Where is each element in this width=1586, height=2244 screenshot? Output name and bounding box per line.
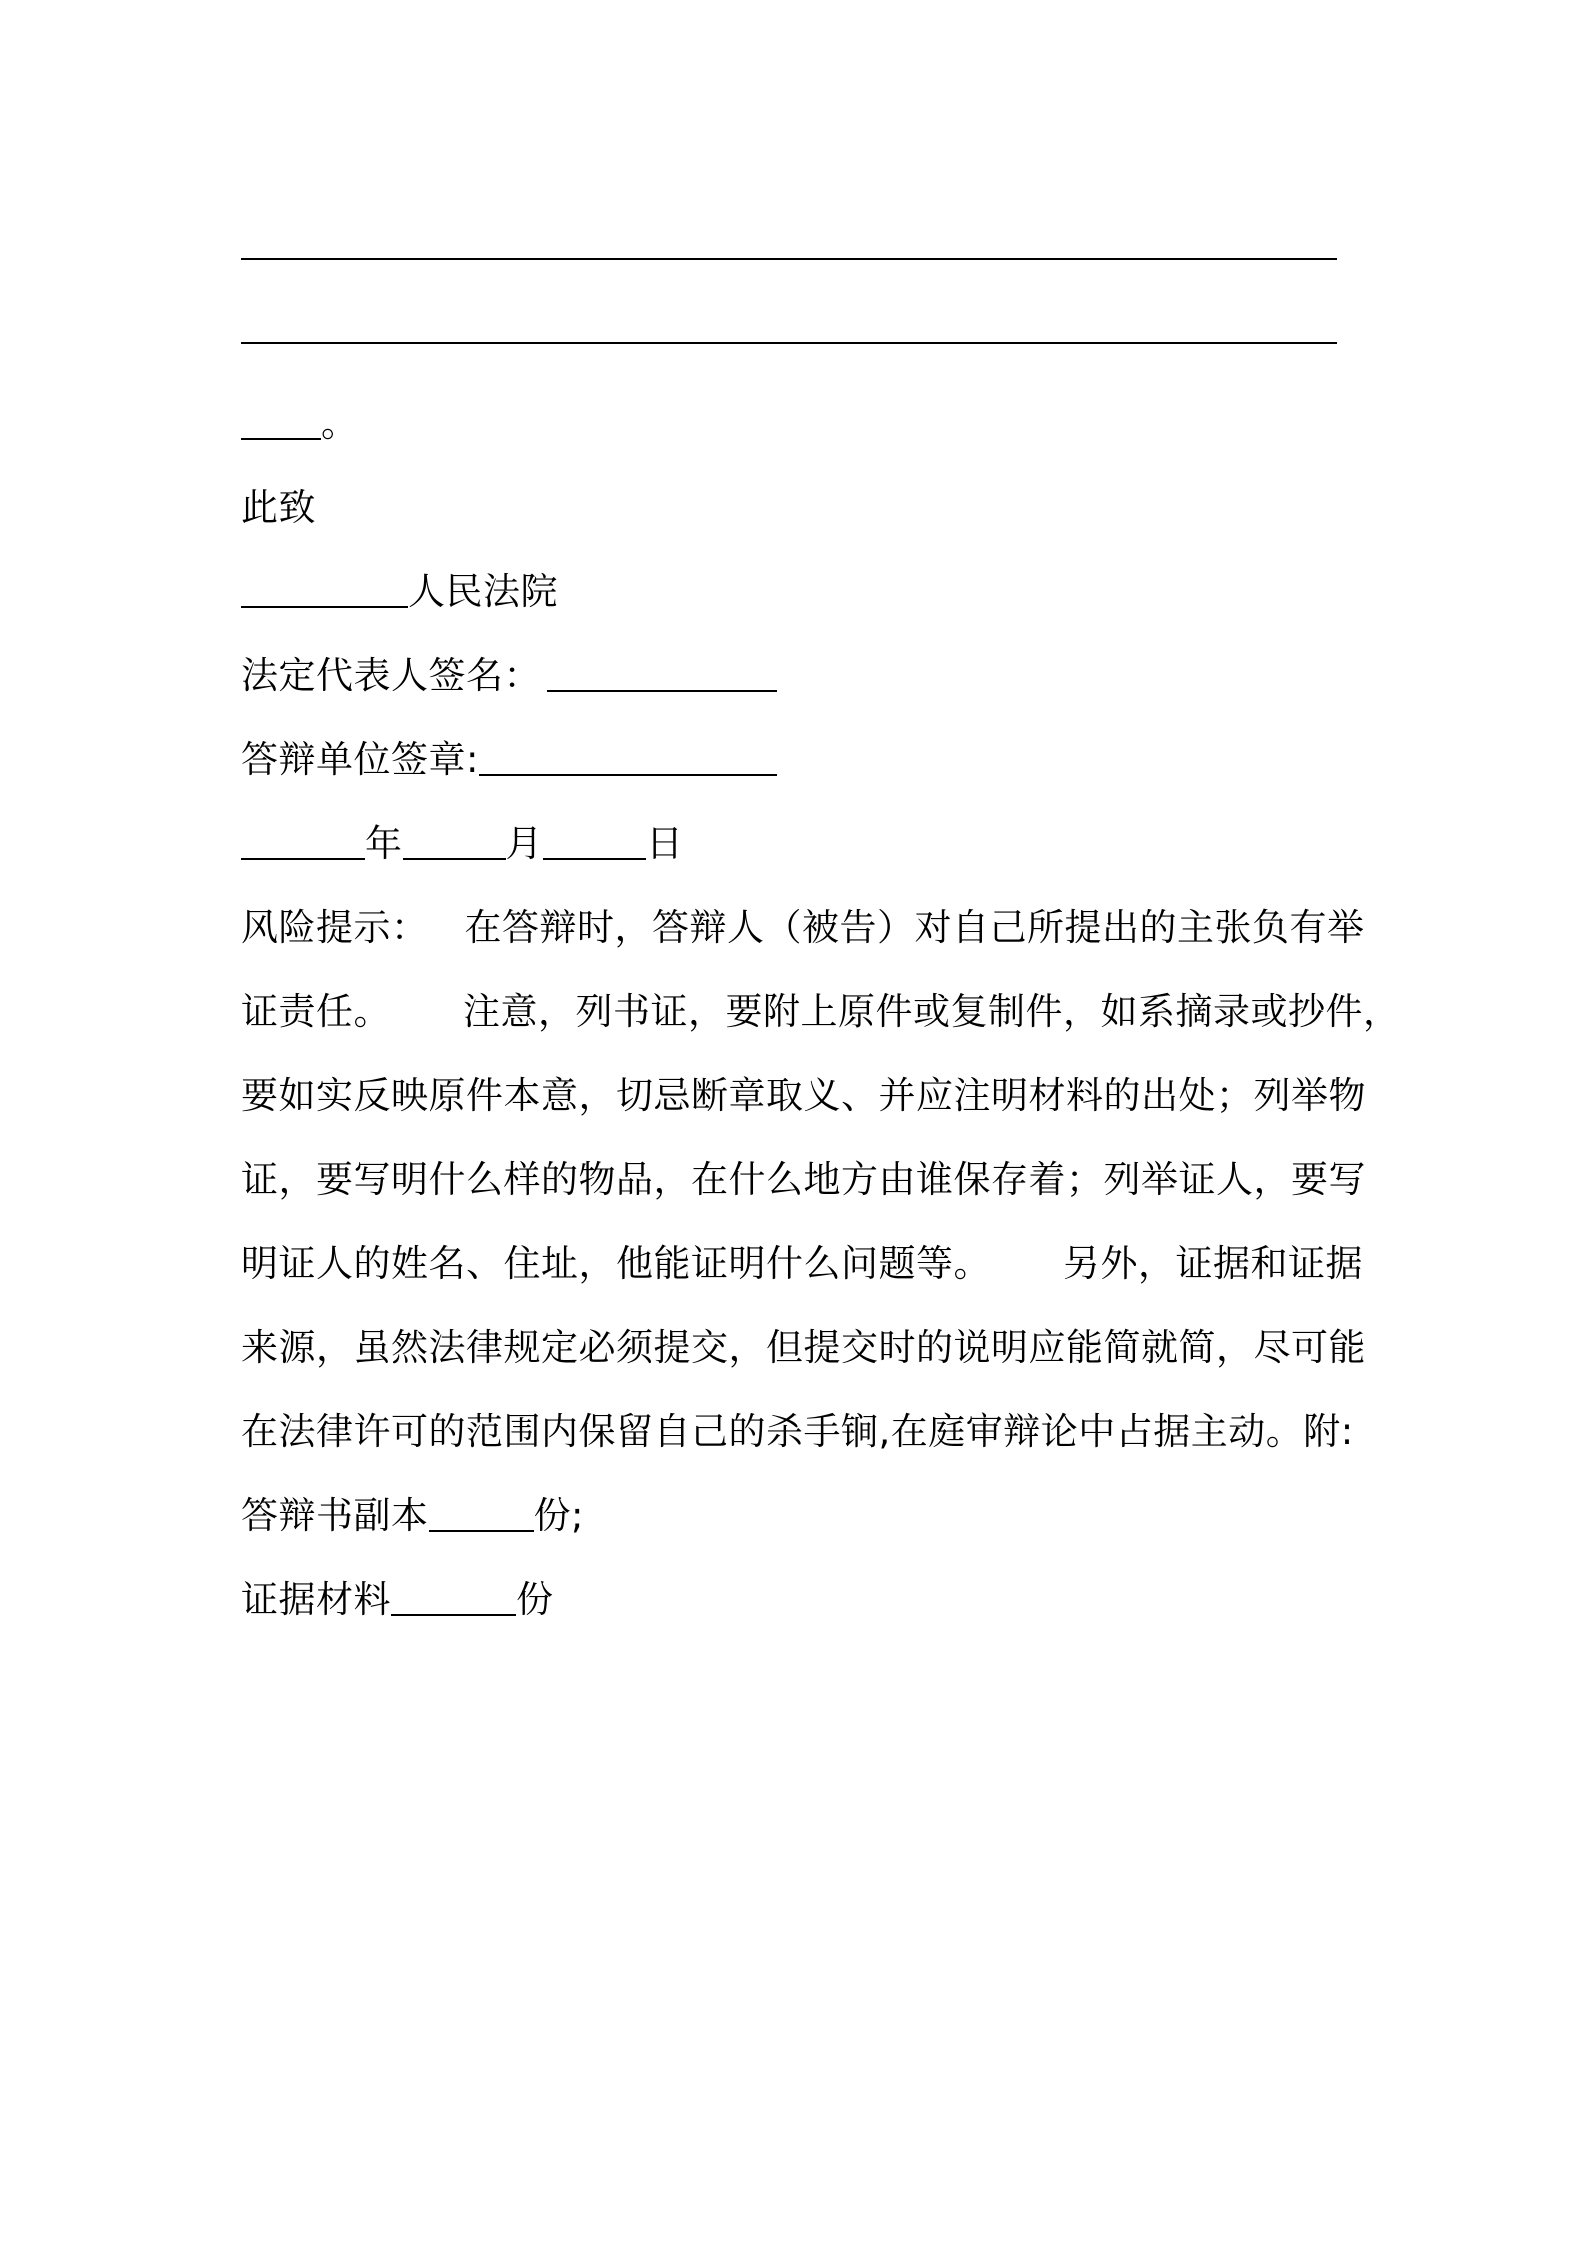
year-label: 年 [365,822,403,865]
risk-notice-line-3: 要如实反映原件本意，切忌断章取义、并应注明材料的出处；列举物 [241,1074,1366,1117]
risk-notice-text: 证责任。 [241,990,391,1033]
risk-notice-line-5 [241,1222,1386,1306]
risk-notice-line-7: 在法律许可的范围内保留自己的杀手锏,在庭审辩论中占据主动。附: [241,1410,1354,1453]
risk-notice-text: 注意，列书证，要附上原件或复制件，如系摘录或抄件， [463,990,1401,1033]
blank-line-2 [241,298,1386,382]
blank-field [241,408,321,440]
court-line [241,550,1386,634]
attachment-copy-unit: 份; [533,1494,584,1537]
blank-line-end [241,382,1386,466]
court-suffix: 人民法院 [408,570,558,613]
copy-count-blank [429,1500,534,1532]
day-blank [543,828,646,860]
risk-notice-line-6: 来源，虽然法律规定必须提交，但提交时的说明应能简就简，尽可能 [241,1326,1366,1369]
attachment-evidence-label: 证据材料 [241,1578,391,1621]
evidence-count-blank [391,1584,516,1616]
unit-seal-blank [479,744,777,776]
unit-seal-line [241,718,1386,802]
risk-notice-heading: 风险提示： [241,906,429,949]
risk-notice-line-1 [241,886,1386,970]
date-line [241,802,1386,886]
risk-notice-text: 另外，证据和证据 [1063,1242,1363,1285]
legal-rep-signature-line [241,634,1386,718]
end-mark: 。 [321,402,359,445]
risk-notice-text: 在答辩时，答辩人（被告）对自己所提出的主张负有举 [464,906,1365,949]
day-label: 日 [646,822,684,865]
month-label: 月 [505,822,543,865]
attachment-evidence-line [241,1558,1386,1642]
month-blank [403,828,506,860]
risk-notice-line-2 [241,970,1401,1054]
attachment-copy-line [241,1474,1386,1558]
year-blank [241,828,365,860]
legal-rep-signature-blank [547,660,777,692]
legal-rep-label: 法定代表人签名： [241,654,541,697]
court-name-blank [241,576,408,608]
risk-notice-text: 明证人的姓名、住址，他能证明什么问题等。 [241,1242,991,1285]
blank-line-1 [241,214,1386,298]
attachment-evidence-unit: 份 [516,1578,554,1621]
salutation: 此致 [241,486,316,529]
risk-notice-line-4: 证，要写明什么样的物品，在什么地方由谁保存着；列举证人，要写 [241,1158,1366,1201]
unit-seal-label: 答辩单位签章: [241,738,479,781]
document-body [241,214,1401,1642]
attachment-copy-label: 答辩书副本 [241,1494,429,1537]
